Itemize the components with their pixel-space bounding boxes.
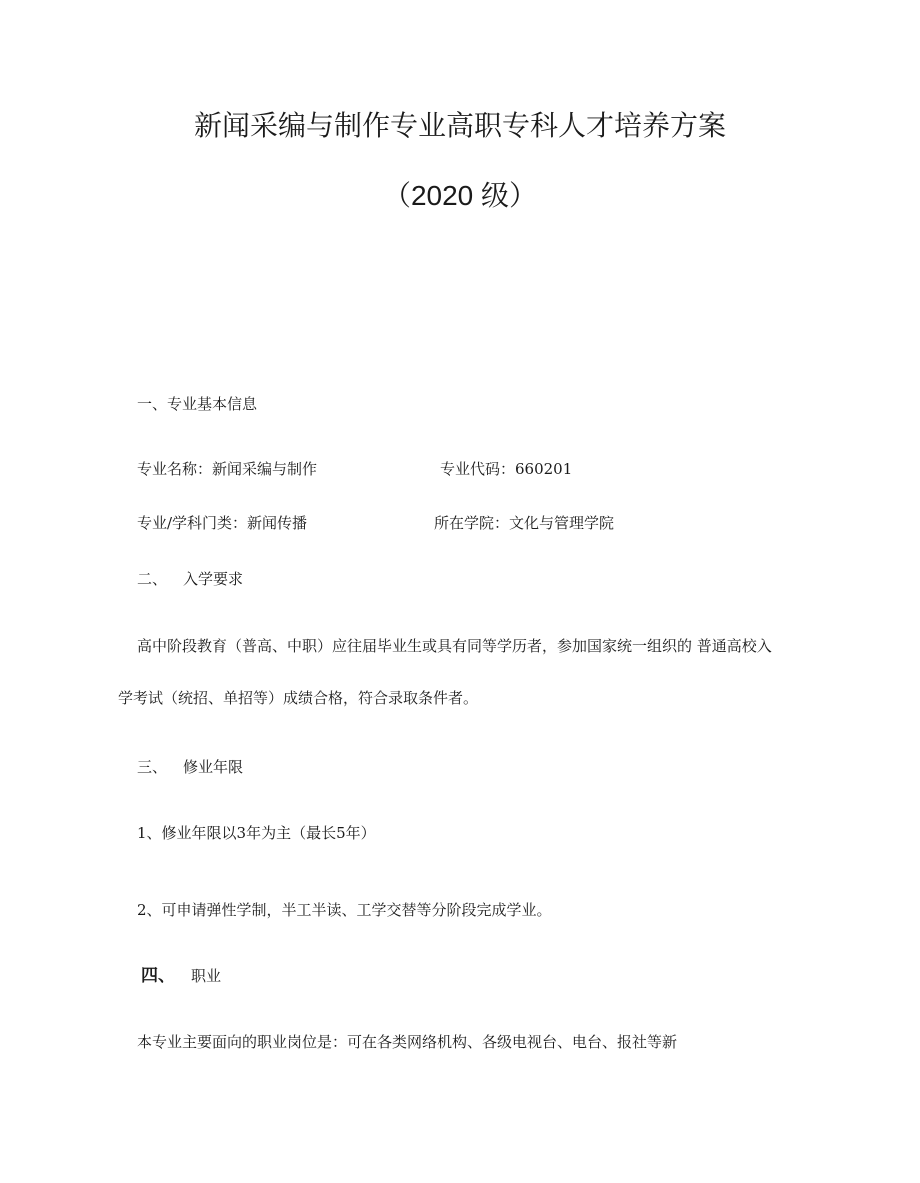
section-3-number: 三、: [137, 758, 168, 776]
section-3-item-1: 1、修业年限以3年为主（最长5年）: [137, 824, 376, 842]
section-2-title: 入学要求: [183, 570, 244, 588]
section-2-paragraph-line-1: 高中阶段教育（普高、中职）应往届毕业生或具有同等学历者，参加国家统一组织的 普通高校入: [137, 637, 772, 655]
major-code: 专业代码：660201: [440, 460, 573, 478]
section-4-paragraph: 本专业主要面向的职业岗位是：可在各类网络机构、各级电视台、电台、报社等新: [137, 1033, 678, 1051]
major-name: 专业名称：新闻采编与制作: [137, 460, 318, 478]
section-2-number: 二、: [137, 570, 168, 588]
section-1-heading: 一、专业基本信息: [137, 395, 258, 413]
section-3-heading: [137, 757, 243, 777]
section-2-paragraph-line-2: 学考试（统招、单招等）成绩合格，符合录取条件者。: [118, 689, 479, 707]
section-4-heading: [141, 966, 221, 986]
section-4-number: 四、: [141, 966, 175, 986]
section-4-title: 职业: [191, 967, 222, 985]
section-2-heading: [137, 569, 243, 589]
document-subtitle-year: （2020 级）: [382, 180, 538, 211]
section-3-title: 修业年限: [183, 758, 244, 776]
document-title: 新闻采编与制作专业高职专科人才培养方案: [193, 109, 726, 142]
major-category: 专业/学科门类：新闻传播: [137, 514, 308, 532]
section-3-item-2: 2、可申请弹性学制，半工半读、工学交替等分阶段完成学业。: [137, 901, 552, 919]
college: 所在学院：文化与管理学院: [434, 514, 615, 532]
